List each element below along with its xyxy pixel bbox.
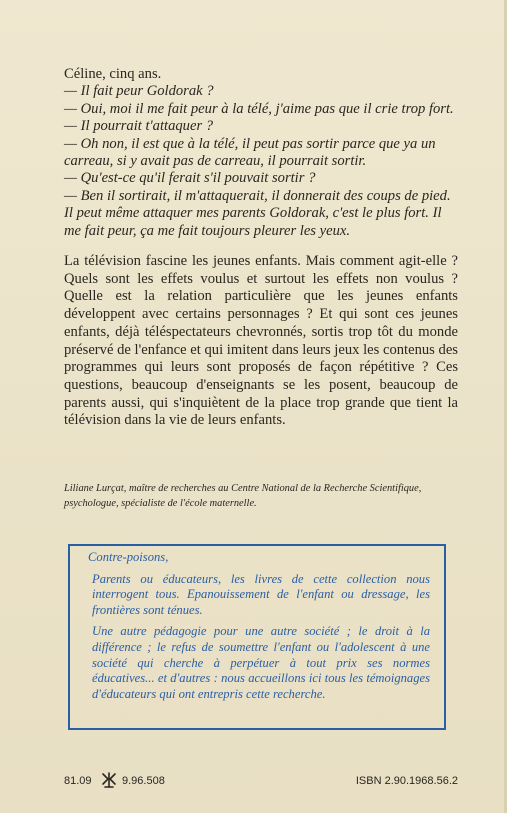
dialogue-line: — Il pourrait t'attaquer ?	[64, 118, 214, 135]
isbn: ISBN 2.90.1968.56.2	[355, 775, 458, 787]
price-code: 9.96.508	[122, 775, 165, 787]
author-note: Liliane Lurçat, maître de recherches au Centre National de la Recherche Scientifique, psychologue, spécialiste de l'école maternelle.	[64, 483, 422, 509]
collection-box	[68, 544, 446, 730]
publisher-logo-icon	[100, 772, 118, 788]
catalog-code: 81.09	[64, 775, 92, 787]
footer	[64, 772, 458, 792]
collection-paragraph: Une autre pédagogie pour une autre société ; le droit à la différence ; le refus de soumettre l'enfant ou l'adolescent à une société qui cherche à perpétuer à tout prix ses normes éducatives... et d'autres : nous accueillons ici tous les témoignages d'éducateurs qui ont entrepris cette recherche.	[92, 624, 430, 701]
dialogue-line: — Oh non, il est que à la télé, il peut pas sortir parce que ya un carreau, si y avait pas de carreau, il pourrait sortir.	[64, 135, 436, 170]
dialogue-line: — Qu'est-ce qu'il ferait s'il pouvait sortir ?	[64, 170, 316, 187]
dialogue-excerpt	[64, 66, 456, 240]
summary-text: La télévision fascine les jeunes enfants. Mais comment agit-elle ? Quels sont les effets voulus et surtout les effets non voulus ? Quelle est la relation particulière que les jeunes enfants développent avec certains personnages ? Et qui sont ces jeunes enfants, déjà téléspectateurs chevronnés, sortis trop tôt du monde préservé de l'enfance et qui imitent dans leurs jeux les contenus des programmes qui leurs sont proposés de façon répétitive ? Ces questions, beaucoup d'enseignants se les posent, beaucoup de parents aussi, qui s'inquiètent de la place trop grande que tient la télévision dans la vie de leurs enfants.	[64, 253, 458, 429]
dialogue-line: — Ben il sortirait, il m'attaquerait, il donnerait des coups de pied. Il peut même attaquer mes parents Goldorak, c'est le plus fort. Il me fait peur, ça me fait toujours pleurer les yeux.	[64, 187, 451, 239]
collection-paragraph: Parents ou éducateurs, les livres de cette collection nous interrogent tous. Epanouissement de l'enfant ou dressage, les frontières sont ténues.	[92, 571, 430, 617]
dialogue-line: — Oui, moi il me fait peur à la télé, j'aime pas que il crie trop fort.	[64, 100, 454, 117]
collection-title: Contre-poisons,	[88, 550, 169, 564]
dialogue-line: Céline, cinq ans.	[64, 66, 162, 82]
dialogue-line: — Il fait peur Goldorak ?	[64, 83, 214, 100]
